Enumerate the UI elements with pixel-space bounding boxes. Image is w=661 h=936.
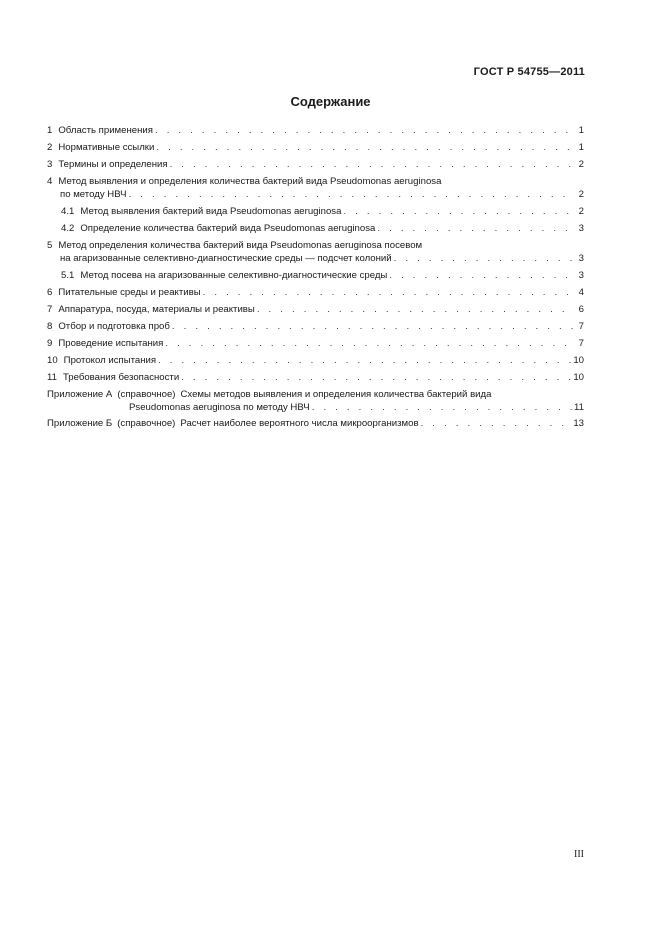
toc-entry-4-1[interactable] xyxy=(47,205,584,218)
toc-page-number: 4 xyxy=(578,287,584,298)
toc-title: Аппаратура, посуда, материалы и реактивы xyxy=(58,304,255,315)
toc-entry-5[interactable] xyxy=(47,239,584,265)
toc-number: 8 xyxy=(47,321,53,332)
toc-page-number: 2 xyxy=(578,159,584,170)
toc-title: Область применения xyxy=(58,125,153,136)
toc-title-line1: Метод выявления и определения количества бактерий вида Pseudomonas aeruginosa xyxy=(58,176,442,187)
dot-leader xyxy=(181,371,571,384)
toc-number: 2 xyxy=(47,142,53,153)
toc-title: Нормативные ссылки xyxy=(58,142,155,153)
toc-page-number: 11 xyxy=(574,402,584,413)
toc-number: 9 xyxy=(47,338,53,349)
toc-entry-6[interactable] xyxy=(47,286,584,299)
toc-entry-appendix-b[interactable] xyxy=(47,417,584,430)
page-title: Содержание xyxy=(290,94,371,109)
appendix-label: Приложение А xyxy=(47,389,113,400)
toc-entry-appendix-a[interactable] xyxy=(47,388,584,414)
toc-entry-8[interactable] xyxy=(47,320,584,333)
toc-number: 11 xyxy=(47,372,57,383)
toc-entry-4[interactable] xyxy=(47,175,584,201)
toc-number: 5.1 xyxy=(61,270,75,281)
dot-leader xyxy=(158,354,571,367)
toc-entry-1[interactable] xyxy=(47,124,584,137)
toc-entry-7[interactable] xyxy=(47,303,584,316)
toc-title: Протокол испытания xyxy=(63,355,157,366)
toc-title-line2: на агаризованные селективно-диагностические среды — подсчет колоний xyxy=(60,253,392,264)
dot-leader xyxy=(155,124,574,137)
toc-entry-3[interactable] xyxy=(47,158,584,171)
appendix-label: Приложение Б xyxy=(47,418,113,429)
dot-leader xyxy=(389,269,574,282)
toc-title: Проведение испытания xyxy=(58,338,164,349)
toc-title: Термины и определения xyxy=(58,159,168,170)
toc-entry-2[interactable] xyxy=(47,141,584,154)
toc-page-number: 10 xyxy=(573,355,584,366)
toc-number: 5 xyxy=(47,240,53,251)
toc-page-number: 10 xyxy=(573,372,584,383)
dot-leader xyxy=(129,188,574,201)
toc-number: 4.1 xyxy=(61,206,75,217)
toc-entry-11[interactable] xyxy=(47,371,584,384)
table-of-contents xyxy=(47,124,584,434)
toc-page-number: 3 xyxy=(578,270,584,281)
appendix-kind: (справочное) xyxy=(117,389,176,400)
toc-page-number: 2 xyxy=(578,189,584,200)
toc-entry-4-2[interactable] xyxy=(47,222,584,235)
toc-page-number: 2 xyxy=(578,206,584,217)
toc-page-number: 7 xyxy=(578,338,584,349)
dot-leader xyxy=(172,320,574,333)
toc-title: Отбор и подготовка проб xyxy=(58,321,170,332)
toc-number: 4.2 xyxy=(61,223,75,234)
toc-title: Метод посева на агаризованные селективно-диагностические среды xyxy=(80,270,388,281)
toc-title-line2: по методу НВЧ xyxy=(60,189,127,200)
dot-leader xyxy=(156,141,574,154)
toc-entry-5-1[interactable] xyxy=(47,269,584,282)
dot-leader xyxy=(257,303,574,316)
toc-title: Требования безопасности xyxy=(62,372,180,383)
dot-leader xyxy=(343,205,574,218)
dot-leader xyxy=(170,158,574,171)
toc-page-number: 7 xyxy=(578,321,584,332)
dot-leader xyxy=(377,222,574,235)
dot-leader xyxy=(394,252,574,265)
toc-number: 7 xyxy=(47,304,53,315)
toc-page-number: 13 xyxy=(573,418,584,429)
toc-page-number: 3 xyxy=(578,223,584,234)
toc-number: 3 xyxy=(47,159,53,170)
dot-leader xyxy=(203,286,574,299)
dot-leader xyxy=(165,337,574,350)
toc-page-number: 6 xyxy=(578,304,584,315)
toc-title: Расчет наиболее вероятного числа микроорганизмов xyxy=(180,418,419,429)
toc-number: 10 xyxy=(47,355,58,366)
toc-page-number: 3 xyxy=(578,253,584,264)
dot-leader xyxy=(421,417,572,430)
appendix-kind: (справочное) xyxy=(117,418,176,429)
toc-page-number: 1 xyxy=(578,125,584,136)
document-code: ГОСТ Р 54755—2011 xyxy=(473,66,585,78)
toc-title: Питательные среды и реактивы xyxy=(58,287,201,298)
page-folio: III xyxy=(574,849,584,860)
toc-title-line2: Pseudomonas aeruginosa по методу НВЧ xyxy=(129,402,310,413)
dot-leader xyxy=(312,401,572,414)
toc-title: Определение количества бактерий вида Pseudomonas aeruginosa xyxy=(80,223,376,234)
toc-number: 6 xyxy=(47,287,53,298)
toc-title-line1: Схемы методов выявления и определения количества бактерий вида xyxy=(180,389,492,400)
toc-page-number: 1 xyxy=(578,142,584,153)
toc-entry-9[interactable] xyxy=(47,337,584,350)
toc-title-line1: Метод определения количества бактерий вида Pseudomonas aeruginosa посевом xyxy=(58,240,423,251)
toc-title: Метод выявления бактерий вида Pseudomonas aeruginosa xyxy=(80,206,342,217)
toc-number: 4 xyxy=(47,176,53,187)
toc-number: 1 xyxy=(47,125,53,136)
toc-entry-10[interactable] xyxy=(47,354,584,367)
